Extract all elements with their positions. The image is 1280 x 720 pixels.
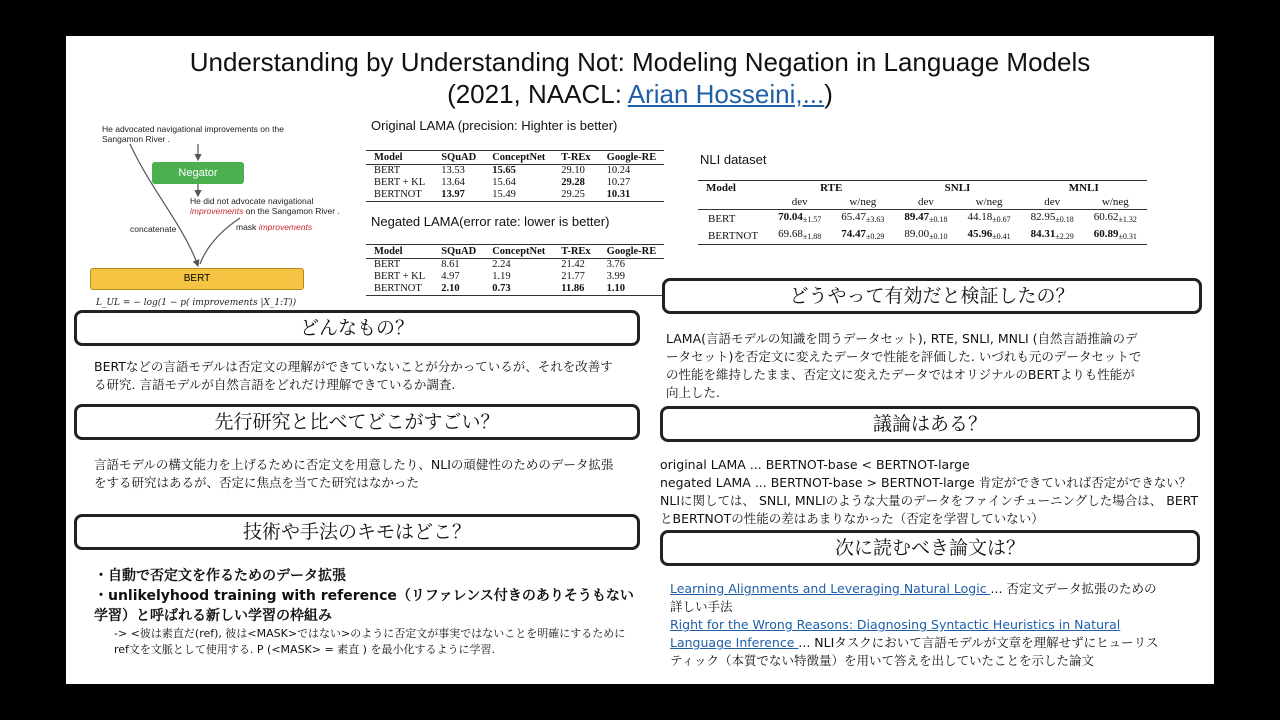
table-cell: 29.10: [561, 165, 585, 176]
section-heading-validation: どうやって有効だと検証したの？: [662, 278, 1202, 314]
table-cell: 1.19: [492, 271, 511, 282]
mask-text: mask: [236, 222, 257, 232]
bert-box: BERT: [90, 268, 304, 290]
table-cell: 0.73: [484, 283, 553, 296]
table-cell: BERTNOT: [366, 283, 433, 296]
table-cell: 4.97: [441, 271, 460, 282]
discussion-line-2: negated LAMA ... BERTNOT-base > BERTNOT-large 肯定ができていれば否定ができない？: [660, 475, 1192, 490]
table-cell: 10.27: [606, 177, 631, 188]
next-paper-1: [670, 580, 1160, 616]
column-header: ConceptNet: [484, 151, 553, 165]
table-cell: BERTNOT: [366, 189, 433, 202]
concatenate-label: concatenate: [130, 224, 177, 234]
section-heading-novelty: 先行研究と比べてどこがすごい？: [74, 404, 640, 440]
table-row: [366, 271, 664, 283]
title-line-2: [66, 78, 1214, 110]
table-cell: 15.64: [492, 177, 516, 188]
table-cell: 8.61: [441, 259, 460, 270]
table-cell: $82.95_{\pm 0.18}$: [1030, 211, 1074, 224]
method-note: -> <彼は素直だ(ref), 彼は<MASK>ではない>のように否定文が事実ではないことを明確にするためにref文を文脈として使用する. P (<MASK> = 素直 ) を最小化するように学習.: [114, 627, 626, 656]
table-cell: $45.96_{\pm 0.41}$: [957, 227, 1020, 245]
page-title: [66, 46, 1214, 110]
section-body-validation: LAMA(言語モデルの知識を問うデータセット), RTE, SNLI, MNLI (自然言語推論のデータセット)を否定文に変えたデータで性能を評価した. いづれも元のデータセットでの性能を維持したまま、否定文に変えたデータではオリジナルのBERTよりも性能が向上した.: [666, 331, 1142, 400]
table-row: [366, 283, 664, 296]
section-heading-what: どんなもの？: [74, 310, 640, 346]
table-cell: $65.47_{\pm 3.63}$: [841, 211, 885, 224]
title-prefix: (2021, NAACL:: [447, 79, 628, 109]
nli-subheader-row: [698, 195, 1147, 210]
section-body-discussion: [660, 456, 1206, 528]
column-header: SQuAD: [433, 245, 484, 259]
next-paper-2-desc: ... NLIタスクにおいて言語モデルが文章を理解せずにヒューリスティック（本質でない特徴量）を用いて答えを出していたことを示した論文: [670, 635, 1159, 668]
blank-header: [698, 195, 768, 210]
table-cell: 21.77: [561, 271, 585, 282]
table-row: [366, 259, 664, 272]
column-header: Model: [366, 245, 433, 259]
column-subheader: w/neg: [957, 195, 1020, 210]
nli-table: [698, 180, 1147, 245]
table-row: [366, 177, 664, 189]
next-paper-2: [670, 616, 1160, 670]
negator-box: Negator: [152, 162, 244, 184]
table-cell: $70.04_{\pm 1.57}$: [778, 211, 822, 224]
table-cell: 11.86: [553, 283, 598, 296]
section-body-method: [94, 566, 634, 658]
table-cell: $74.47_{\pm 0.29}$: [831, 227, 894, 245]
table-cell: 29.28: [561, 177, 585, 188]
table-cell: 3.76: [606, 259, 626, 270]
model-cell: BERTNOT: [698, 227, 768, 245]
table-row: [698, 210, 1147, 228]
loss-formula: L_UL = − log(1 − p( improvements |X_1:T)): [96, 298, 297, 308]
column-group-header: Model: [698, 181, 768, 196]
column-subheader: dev: [894, 195, 957, 210]
author-link[interactable]: Arian Hosseini,...: [627, 79, 825, 109]
discussion-line-1: original LAMA ... BERTNOT-base < BERTNOT-large: [660, 457, 970, 472]
column-subheader: w/neg: [831, 195, 894, 210]
figure-input-text: He advocated navigational improvements on the Sangamon River .: [102, 124, 284, 144]
column-subheader: dev: [1021, 195, 1084, 210]
table-cell: BERT: [374, 259, 401, 270]
column-header: SQuAD: [433, 151, 484, 165]
table-cell: 15.65: [492, 165, 516, 176]
nli-label: NLI dataset: [700, 152, 767, 167]
table-row: [698, 227, 1147, 245]
mask-red: improvements: [258, 222, 313, 232]
table-cell: 29.25: [553, 189, 598, 202]
next-paper-2-link[interactable]: Right for the Wrong Reasons: Diagnosing Syntactic Heuristics in Natural Language Inference: [670, 617, 1121, 650]
column-header: Model: [366, 151, 433, 165]
table-cell: $60.89_{\pm 0.31}$: [1084, 227, 1147, 245]
next-paper-1-desc: ... 否定文データ拡張のための詳しい手法: [670, 581, 1157, 614]
figure-negated-text: [190, 196, 360, 216]
section-heading-method: 技術や手法のキモはどこ？: [74, 514, 640, 550]
table-cell: 3.99: [606, 271, 626, 282]
column-header: T-REx: [553, 245, 598, 259]
title-suffix: ): [824, 79, 833, 109]
table-cell: BERT + KL: [374, 177, 426, 188]
nli-group-row: [698, 181, 1147, 196]
lama-negated-label: Negated LAMA(error rate: lower is better): [371, 214, 610, 229]
method-item-2: ・unlikelyhood training with reference（リファレンス付きのありそうもない学習）と呼ばれる新しい学習の枠組み: [94, 588, 634, 624]
table-cell: $69.68_{\pm 1.88}$: [768, 227, 831, 245]
table-cell: 13.97: [433, 189, 484, 202]
table-header-row: [366, 245, 664, 259]
table-cell: 2.24: [492, 259, 511, 270]
lama-original-label: Original LAMA (precision: Highter is better): [371, 118, 618, 133]
table-cell: 13.53: [441, 165, 465, 176]
negated-text-part1: He did not advocate navigational: [190, 196, 314, 206]
table-header-row: [366, 151, 664, 165]
column-subheader: w/neg: [1084, 195, 1147, 210]
discussion-line-3: NLIに関しては、 SNLI, MNLIのような大量のデータをファインチューニングした場合は、 BERTとBERTNOTの性能の差はあまりなかった（否定を学習していない）: [660, 493, 1199, 526]
column-group-header: RTE: [768, 181, 894, 196]
slide: [66, 36, 1214, 684]
table-cell: $84.31_{\pm 2.29}$: [1021, 227, 1084, 245]
table-cell: 2.10: [433, 283, 484, 296]
model-cell: BERT: [708, 212, 736, 225]
column-group-header: SNLI: [894, 181, 1020, 196]
section-body-next: [670, 580, 1160, 670]
section-body-what: BERTなどの言語モデルは否定文の理解ができていないことが分かっているが、それを改善する研究. 言語モデルが自然言語をどれだけ理解できているか調査.: [94, 359, 613, 392]
column-header: Google-RE: [599, 151, 665, 165]
table-cell: BERT + KL: [374, 271, 426, 282]
table-cell: 1.10: [599, 283, 665, 296]
table-cell: $89.00_{\pm 0.10}$: [894, 227, 957, 245]
table-cell: 10.31: [599, 189, 665, 202]
table-cell: BERT: [374, 165, 401, 176]
method-figure: [90, 118, 350, 308]
table-cell: 21.42: [561, 259, 585, 270]
section-heading-next: 次に読むべき論文は？: [660, 530, 1200, 566]
table-cell: 10.24: [606, 165, 631, 176]
negated-text-part2: on the Sangamon River .: [245, 206, 340, 216]
lama-original-table: [366, 150, 664, 202]
column-group-header: MNLI: [1021, 181, 1147, 196]
table-cell: 15.49: [484, 189, 553, 202]
mask-label: [236, 222, 312, 232]
section-heading-discussion: 議論はある？: [660, 406, 1200, 442]
table-cell: 13.64: [441, 177, 465, 188]
next-paper-1-link[interactable]: Learning Alignments and Leveraging Natural Logic: [670, 581, 991, 596]
column-header: ConceptNet: [484, 245, 553, 259]
negated-text-red: improvements: [190, 206, 244, 216]
title-line-1: Understanding by Understanding Not: Modeling Negation in Language Models: [189, 47, 1091, 77]
table-cell: $44.18_{\pm 0.67}$: [967, 211, 1011, 224]
method-item-1: ・自動で否定文を作るためのデータ拡張: [94, 568, 346, 584]
table-cell: $89.47_{\pm 0.18}$: [904, 211, 948, 224]
table-row: [366, 165, 664, 178]
lama-negated-table: [366, 244, 664, 296]
section-body-novelty: 言語モデルの構文能力を上げるために否定文を用意したり、NLIの頑健性のためのデータ拡張をする研究はあるが、否定に焦点を当てた研究はなかった: [94, 457, 614, 490]
column-header: Google-RE: [599, 245, 665, 259]
column-header: T-REx: [553, 151, 598, 165]
table-row: [366, 189, 664, 202]
table-cell: $60.62_{\pm 1.32}$: [1093, 211, 1137, 224]
column-subheader: dev: [768, 195, 831, 210]
